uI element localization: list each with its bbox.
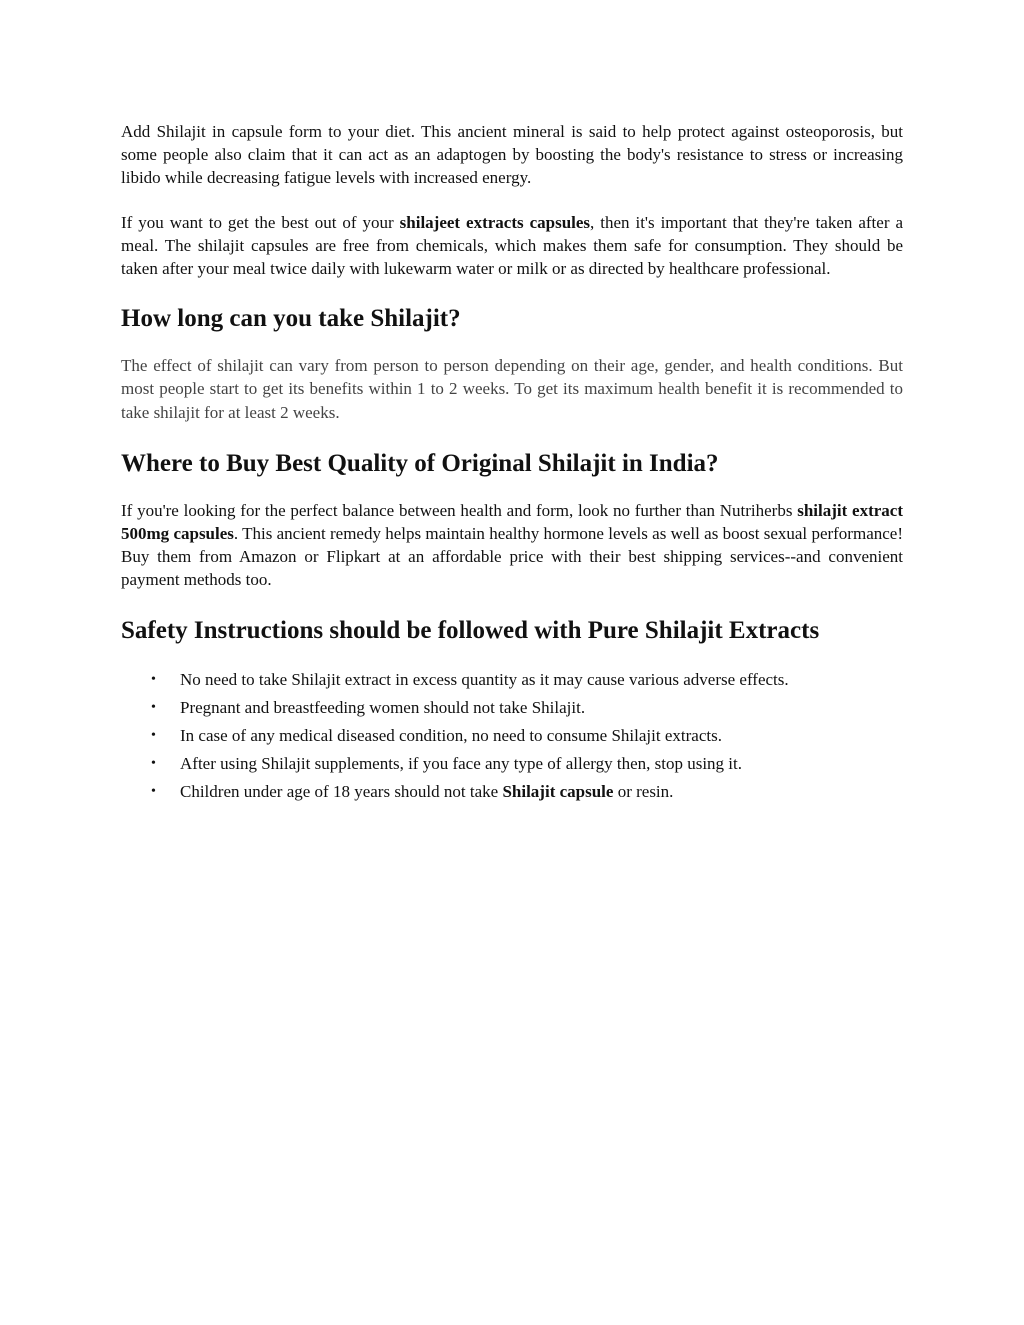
buy-paragraph [121, 499, 903, 592]
bullet-icon: • [151, 783, 156, 799]
dosage-text-start: If you want to get the best out of your [121, 212, 400, 232]
list-item-text: In case of any medical diseased condition, no need to consume Shilajit extracts. [180, 725, 722, 745]
document-page [121, 120, 903, 806]
list-item [121, 722, 903, 750]
bullet-icon: • [151, 699, 156, 715]
list-item-bold-phrase: Shilajit capsule [502, 781, 614, 801]
bullet-icon: • [151, 671, 156, 687]
list-item-text: After using Shilajit supplements, if you face any type of allergy then, stop using it. [180, 753, 743, 773]
buy-text-end: . This ancient remedy helps maintain healthy hormone levels as well as boost sexual performance! Buy them from Amazon or Flipkart at an affordable price with their best shipping services--and convenient payment methods too. [121, 524, 903, 590]
safety-list [121, 666, 903, 806]
list-item-text-start: Children under age of 18 years should not take [180, 781, 503, 801]
list-item [121, 778, 903, 806]
duration-paragraph: The effect of shilajit can vary from person to person depending on their age, gender, and health conditions. But most people start to get its benefits within 1 to 2 weeks. To get its maximum health benefit it is recommended to take shilajit for at least 2 weeks. [121, 356, 903, 422]
list-item-text: No need to take Shilajit extract in excess quantity as it may cause various adverse effects. [180, 669, 789, 689]
buy-bold-phrase: shilajit extract 500mg capsules [121, 500, 903, 544]
dosage-text-end: , then it's important that they're taken after a meal. The shilajit capsules are free from chemicals, which makes them safe for consumption. They should be taken after your meal twice daily with lukewarm water or milk or as directed by healthcare professional. [121, 212, 903, 279]
bullet-icon: • [151, 755, 156, 771]
buy-text-start: If you're looking for the perfect balance between health and form, look no further than Nutriherbs [121, 500, 798, 520]
intro-paragraph: Add Shilajit in capsule form to your diet. This ancient mineral is said to help protect against osteoporosis, but some people also claim that it can act as an adaptogen by boosting the body's resistance to stress or increasing libido while decreasing fatigue levels with increased energy. [121, 122, 903, 188]
list-item-text-end: or resin. [613, 781, 674, 801]
heading-where-to-buy: Where to Buy Best Quality of Original Shilajit in India? [121, 449, 719, 477]
list-item-text: Pregnant and breastfeeding women should not take Shilajit. [180, 697, 586, 717]
list-item [121, 750, 903, 778]
dosage-bold-phrase: shilajeet extracts capsules [399, 212, 591, 232]
bullet-icon: • [151, 727, 156, 743]
list-item [121, 694, 903, 722]
list-item [121, 666, 903, 694]
heading-how-long: How long can you take Shilajit? [121, 305, 461, 333]
heading-safety-instructions: Safety Instructions should be followed with Pure Shilajit Extracts [121, 616, 820, 644]
dosage-paragraph [121, 211, 903, 281]
